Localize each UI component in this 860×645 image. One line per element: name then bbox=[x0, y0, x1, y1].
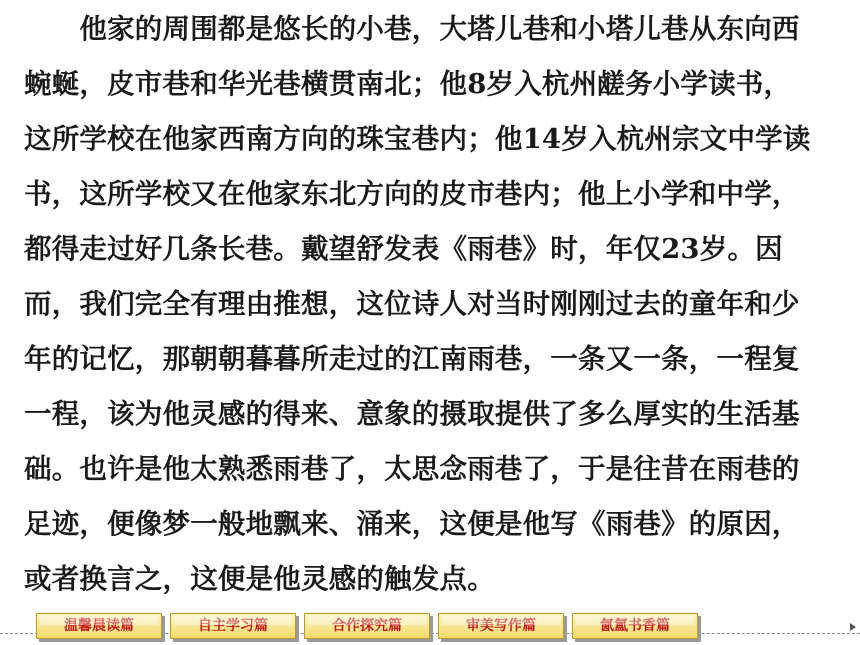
paragraph-line: 或者换言之，这便是他灵感的触发点。 bbox=[24, 563, 495, 595]
paragraph-line: 他家的周围都是悠长的小巷，大塔儿巷和小塔儿巷从东向西 bbox=[24, 13, 800, 45]
paragraph-line: 蜿蜒，皮市巷和华光巷横贯南北；他8岁入杭州鹾务小学读书， bbox=[24, 68, 792, 100]
paragraph-line: 而，我们完全有理由推想，这位诗人对当时刚刚过去的童年和少 bbox=[24, 288, 800, 320]
paragraph-line: 书，这所学校又在他家东北方向的皮市巷内；他上小学和中学， bbox=[24, 178, 800, 210]
nav-button-book-fragrance[interactable]: 氤氲书香篇 bbox=[572, 613, 698, 639]
footer-nav-bar bbox=[0, 606, 860, 645]
paragraph-line: 这所学校在他家西南方向的珠宝巷内；他14岁入杭州宗文中学读 bbox=[24, 123, 811, 155]
paragraph-line: 础。也许是他太熟悉雨巷了，太思念雨巷了，于是往昔在雨巷的 bbox=[24, 453, 800, 485]
paragraph-line: 足迹，便像梦一般地飘来、涌来，这便是他写《雨巷》的原因， bbox=[24, 508, 800, 540]
paragraph-line: 年的记忆，那朝朝暮暮所走过的江南雨巷，一条又一条，一程复 bbox=[24, 343, 800, 375]
nav-button-self-study[interactable]: 自主学习篇 bbox=[170, 613, 296, 639]
arrow-right-icon bbox=[850, 623, 856, 631]
paragraph-line: 一程，该为他灵感的得来、意象的摄取提供了多么厚实的生活基 bbox=[24, 398, 800, 430]
nav-button-cooperative-inquiry[interactable]: 合作探究篇 bbox=[304, 613, 430, 639]
nav-button-aesthetic-writing[interactable]: 审美写作篇 bbox=[438, 613, 564, 639]
nav-button-morning-reading[interactable]: 温馨晨读篇 bbox=[36, 613, 162, 639]
section-nav bbox=[36, 613, 698, 639]
paragraph-line: 都得走过好几条长巷。戴望舒发表《雨巷》时，年仅23岁。因 bbox=[24, 233, 783, 265]
